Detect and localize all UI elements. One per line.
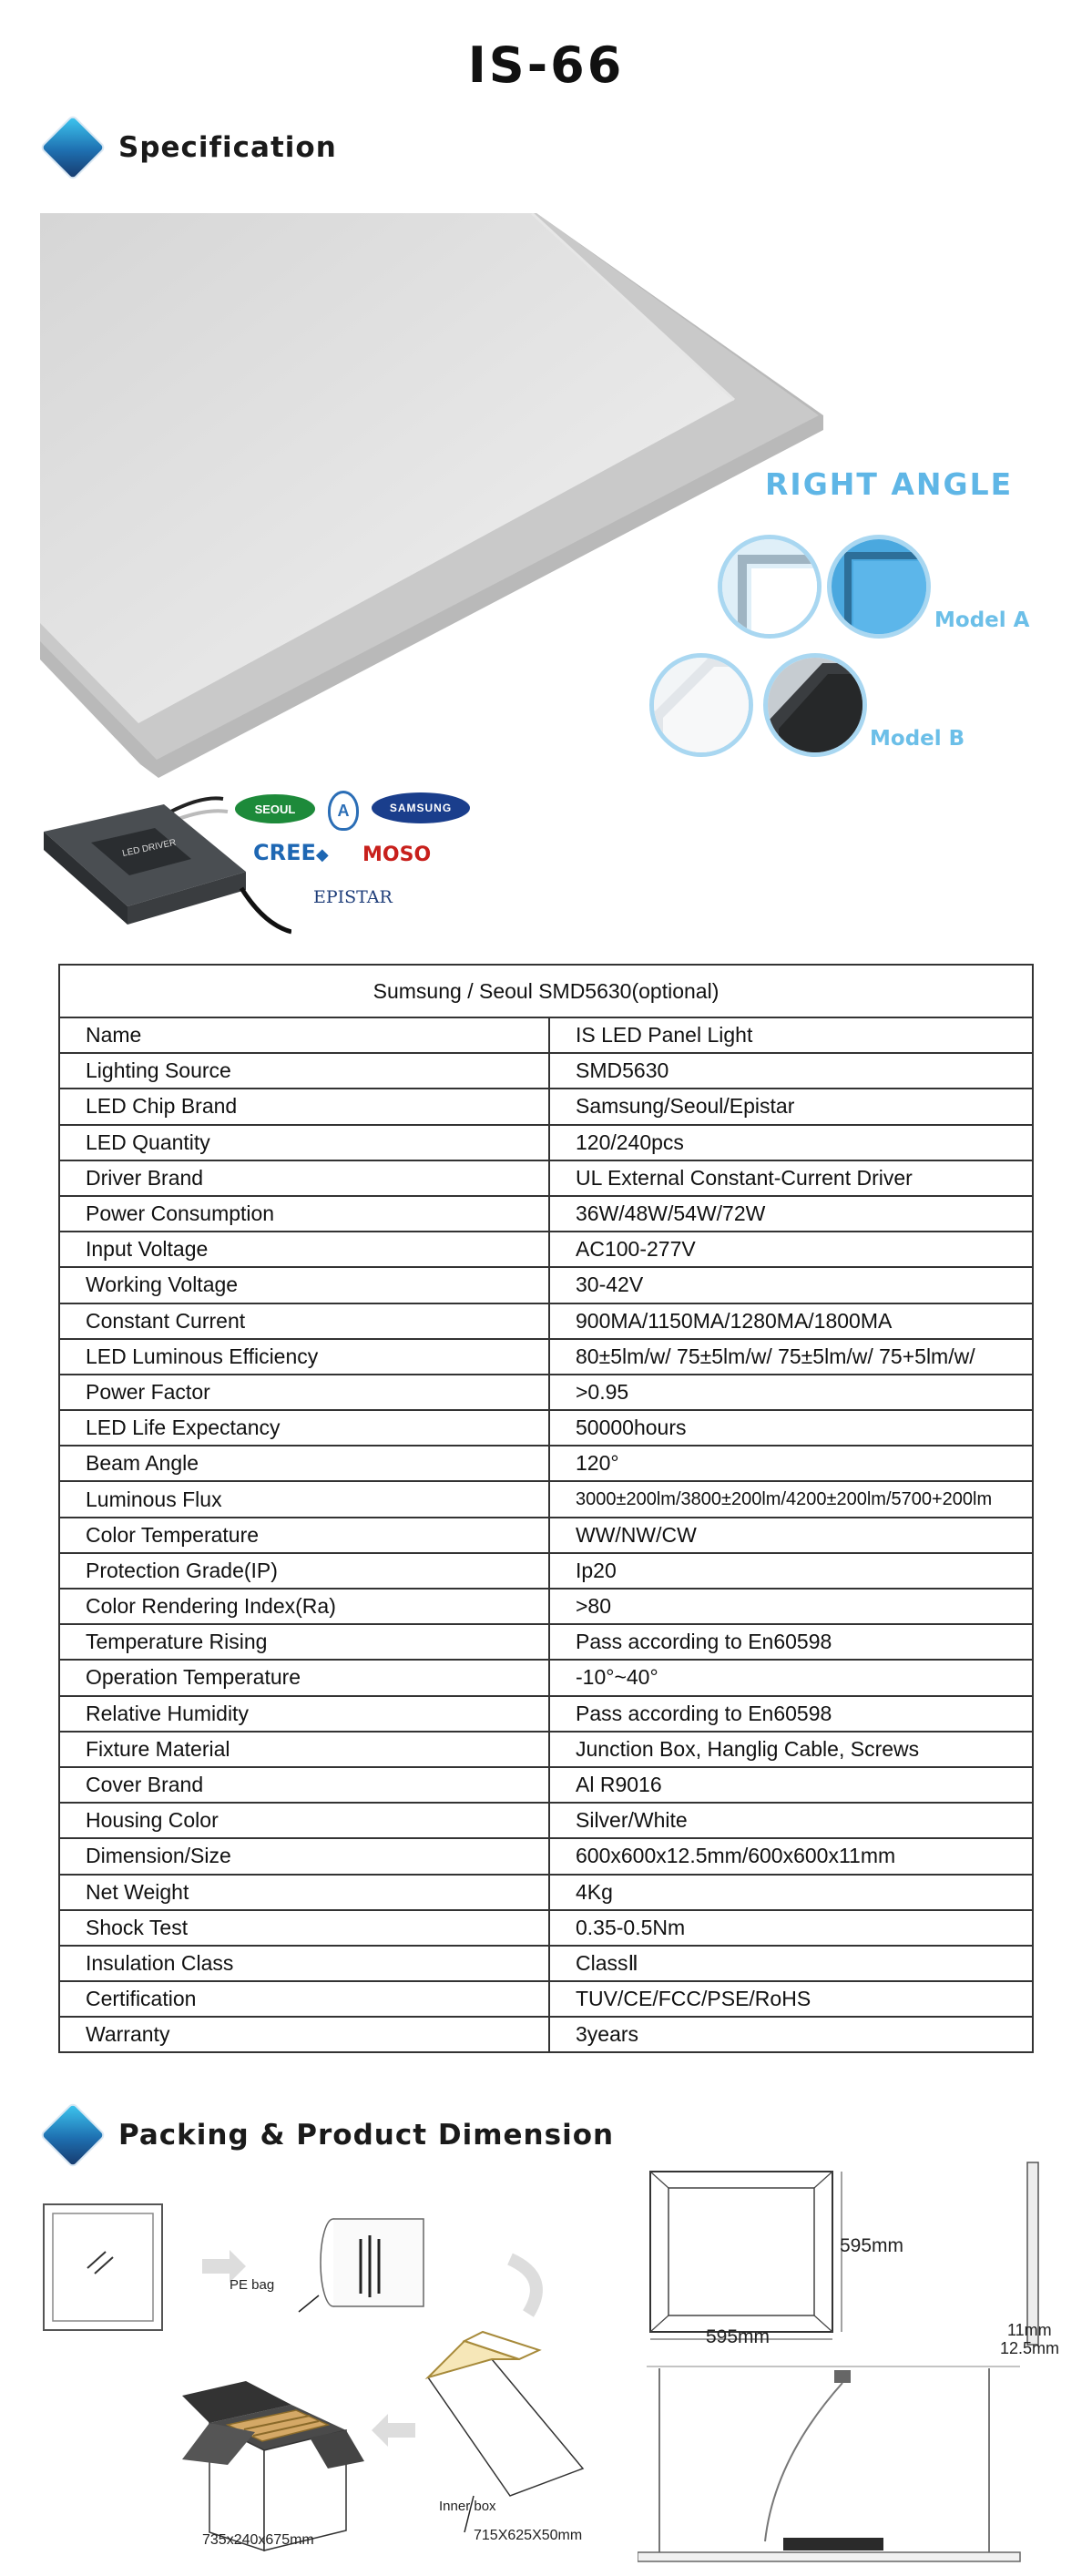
spec-key: LED Chip Brand bbox=[59, 1089, 549, 1124]
table-row bbox=[59, 1303, 1033, 1339]
spec-value: -10°~40° bbox=[549, 1660, 1033, 1695]
table-row bbox=[59, 1910, 1033, 1946]
table-row bbox=[59, 1267, 1033, 1303]
diamond-icon bbox=[42, 2104, 104, 2166]
spec-table-header-row bbox=[59, 965, 1033, 1017]
spec-key: Name bbox=[59, 1017, 549, 1053]
spec-key: Luminous Flux bbox=[59, 1481, 549, 1517]
spec-key: Driver Brand bbox=[59, 1160, 549, 1196]
dimension-drawing bbox=[638, 2159, 1092, 2576]
svg-text:LED DRIVER: LED DRIVER bbox=[121, 837, 178, 859]
spec-value: AC100-277V bbox=[549, 1232, 1033, 1267]
table-row bbox=[59, 1053, 1033, 1089]
table-row bbox=[59, 2017, 1033, 2052]
page-title: IS-66 bbox=[467, 36, 625, 94]
table-row bbox=[59, 1089, 1033, 1124]
spec-value: WW/NW/CW bbox=[549, 1518, 1033, 1553]
spec-value: ClassⅡ bbox=[549, 1946, 1033, 1981]
acrich-logo: A bbox=[328, 791, 359, 831]
table-row bbox=[59, 1375, 1033, 1410]
spec-value: Pass according to En60598 bbox=[549, 1696, 1033, 1732]
epistar-logo: EPISTAR bbox=[313, 887, 393, 907]
pe-bag-label: PE bag bbox=[230, 2277, 275, 2293]
spec-key: Working Voltage bbox=[59, 1267, 549, 1303]
spec-key: Color Rendering Index(Ra) bbox=[59, 1589, 549, 1624]
spec-value: 30-42V bbox=[549, 1267, 1033, 1303]
spec-value: 900MA/1150MA/1280MA/1800MA bbox=[549, 1303, 1033, 1339]
spec-key: Net Weight bbox=[59, 1875, 549, 1910]
spec-key: Operation Temperature bbox=[59, 1660, 549, 1695]
spec-value: Al R9016 bbox=[549, 1767, 1033, 1803]
table-row bbox=[59, 1875, 1033, 1910]
spec-key: Color Temperature bbox=[59, 1518, 549, 1553]
table-row bbox=[59, 1660, 1033, 1695]
moso-logo: MOSO bbox=[362, 843, 432, 866]
spec-table-header: Sumsung / Seoul SMD5630(optional) bbox=[59, 965, 1033, 1017]
cree-logo: CREE◆ bbox=[253, 840, 329, 865]
right-angle-label: RIGHT ANGLE bbox=[765, 466, 1014, 502]
spec-key: Housing Color bbox=[59, 1803, 549, 1838]
spec-key: Constant Current bbox=[59, 1303, 549, 1339]
spec-key: Fixture Material bbox=[59, 1732, 549, 1767]
spec-value: 36W/48W/54W/72W bbox=[549, 1196, 1033, 1232]
model-a-corner-image-1 bbox=[718, 535, 822, 639]
section-title: Specification bbox=[118, 131, 337, 164]
table-row bbox=[59, 1838, 1033, 1874]
inner-box-label: Inner box bbox=[439, 2499, 496, 2514]
section-header-specification bbox=[44, 126, 337, 169]
spec-key: Warranty bbox=[59, 2017, 549, 2052]
spec-value: 0.35-0.5Nm bbox=[549, 1910, 1033, 1946]
table-row bbox=[59, 1803, 1033, 1838]
model-b-corner-image-1 bbox=[649, 653, 753, 757]
table-row bbox=[59, 1017, 1033, 1053]
spec-table bbox=[58, 964, 1034, 2053]
table-row bbox=[59, 1624, 1033, 1660]
samsung-logo: SAMSUNG bbox=[372, 792, 470, 823]
spec-value: Samsung/Seoul/Epistar bbox=[549, 1089, 1033, 1124]
spec-value: 3000±200lm/3800±200lm/4200±200lm/5700+200lm bbox=[549, 1481, 1033, 1517]
diamond-icon bbox=[42, 117, 104, 179]
spec-value: 3years bbox=[549, 2017, 1033, 2052]
spec-value: SMD5630 bbox=[549, 1053, 1033, 1089]
spec-value: 120/240pcs bbox=[549, 1125, 1033, 1160]
spec-value: 4Kg bbox=[549, 1875, 1033, 1910]
spec-key: Protection Grade(IP) bbox=[59, 1553, 549, 1589]
table-row bbox=[59, 1946, 1033, 1981]
spec-value: UL External Constant-Current Driver bbox=[549, 1160, 1033, 1196]
dimension-height: 595mm bbox=[840, 2235, 904, 2256]
spec-value: 50000hours bbox=[549, 1410, 1033, 1446]
spec-key: LED Luminous Efficiency bbox=[59, 1339, 549, 1375]
spec-value: 80±5lm/w/ 75±5lm/w/ 75±5lm/w/ 75+5lm/w/ bbox=[549, 1339, 1033, 1375]
spec-key: Insulation Class bbox=[59, 1946, 549, 1981]
table-row bbox=[59, 1767, 1033, 1803]
spec-value: >0.95 bbox=[549, 1375, 1033, 1410]
section-header-packing bbox=[44, 2113, 614, 2157]
dimension-width: 595mm bbox=[706, 2326, 771, 2347]
table-row bbox=[59, 1410, 1033, 1446]
model-b-label: Model B bbox=[870, 727, 965, 751]
spec-key: Power Factor bbox=[59, 1375, 549, 1410]
spec-key: Input Voltage bbox=[59, 1232, 549, 1267]
spec-value: Junction Box, Hanglig Cable, Screws bbox=[549, 1732, 1033, 1767]
spec-key: Temperature Rising bbox=[59, 1624, 549, 1660]
seoul-logo: SEOUL bbox=[235, 794, 315, 823]
packing-illustration bbox=[36, 2195, 619, 2569]
table-row bbox=[59, 1446, 1033, 1481]
table-row bbox=[59, 1125, 1033, 1160]
inner-box-size: 715X625X50mm bbox=[474, 2528, 583, 2543]
table-row bbox=[59, 1981, 1033, 2017]
spec-value: IS LED Panel Light bbox=[549, 1017, 1033, 1053]
table-row bbox=[59, 1589, 1033, 1624]
spec-key: Cover Brand bbox=[59, 1767, 549, 1803]
spec-key: Certification bbox=[59, 1981, 549, 2017]
outer-box-size: 735x240x675mm bbox=[202, 2532, 314, 2548]
spec-key: LED Life Expectancy bbox=[59, 1410, 549, 1446]
spec-key: Shock Test bbox=[59, 1910, 549, 1946]
spec-key: Dimension/Size bbox=[59, 1838, 549, 1874]
dimension-thickness-b: 12.5mm bbox=[1000, 2339, 1060, 2357]
model-a-corner-image-2 bbox=[827, 535, 931, 639]
spec-key: LED Quantity bbox=[59, 1125, 549, 1160]
dimension-thickness-a: 11mm bbox=[1007, 2321, 1052, 2339]
model-b-corner-image-2 bbox=[763, 653, 867, 757]
table-row bbox=[59, 1518, 1033, 1553]
table-row bbox=[59, 1196, 1033, 1232]
spec-value: 120° bbox=[549, 1446, 1033, 1481]
model-a-label: Model A bbox=[934, 608, 1030, 632]
section-title: Packing & Product Dimension bbox=[118, 2119, 615, 2152]
table-row bbox=[59, 1696, 1033, 1732]
spec-value: >80 bbox=[549, 1589, 1033, 1624]
spec-key: Lighting Source bbox=[59, 1053, 549, 1089]
spec-value: Pass according to En60598 bbox=[549, 1624, 1033, 1660]
table-row bbox=[59, 1232, 1033, 1267]
spec-value: Silver/White bbox=[549, 1803, 1033, 1838]
table-row bbox=[59, 1339, 1033, 1375]
spec-value: TUV/CE/FCC/PSE/RoHS bbox=[549, 1981, 1033, 2017]
spec-key: Power Consumption bbox=[59, 1196, 549, 1232]
table-row bbox=[59, 1732, 1033, 1767]
spec-key: Relative Humidity bbox=[59, 1696, 549, 1732]
table-row bbox=[59, 1481, 1033, 1517]
table-row bbox=[59, 1160, 1033, 1196]
spec-value: Ip20 bbox=[549, 1553, 1033, 1589]
spec-key: Beam Angle bbox=[59, 1446, 549, 1481]
table-row bbox=[59, 1553, 1033, 1589]
spec-value: 600x600x12.5mm/600x600x11mm bbox=[549, 1838, 1033, 1874]
